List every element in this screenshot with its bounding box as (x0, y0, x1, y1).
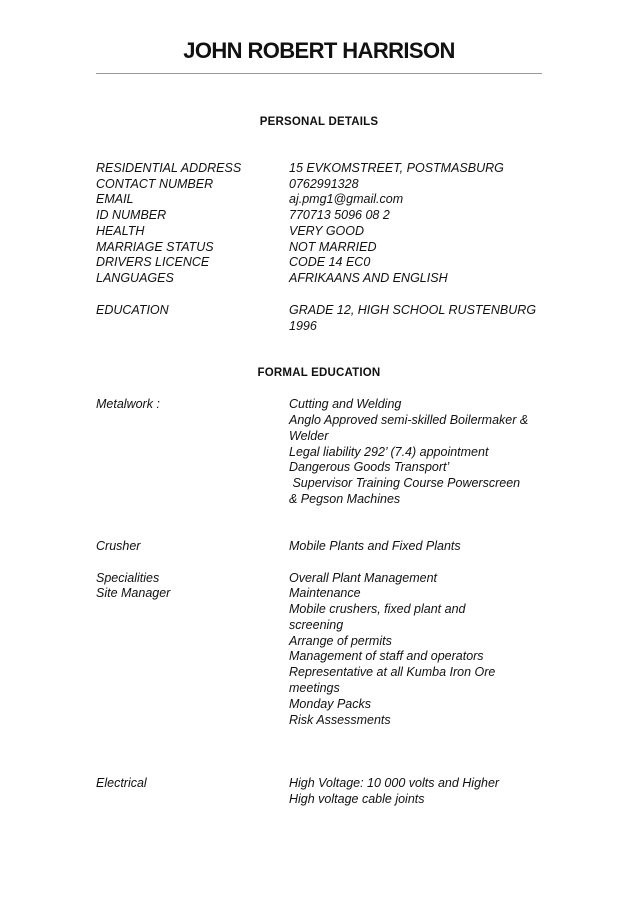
metalwork-line: Dangerous Goods Transport’ (289, 460, 450, 474)
contact-number-value: 0762991328 (289, 177, 359, 191)
health-value: VERY GOOD (289, 224, 365, 238)
specialities-line: Overall Plant Management (289, 571, 437, 585)
site-manager-line: Risk Assessments (289, 713, 391, 727)
residential-address-value: 15 EVKOMSTREET, POSTMASBURG (289, 161, 504, 175)
site-manager-line: Representative at all Kumba Iron Ore (289, 665, 496, 679)
languages-label: LANGUAGES (96, 271, 174, 285)
site-manager-line: Management of staff and operators (289, 649, 484, 663)
metalwork-line: Supervisor Training Course Powerscreen (289, 476, 521, 490)
contact-number-label: CONTACT NUMBER (96, 177, 214, 191)
electrical-label: Electrical (96, 776, 147, 790)
drivers-licence-value: CODE 14 EC0 (289, 255, 371, 269)
personal-details-heading: PERSONAL DETAILS (259, 116, 379, 128)
site-manager-label: Site Manager (96, 586, 171, 600)
marriage-status-value: NOT MARRIED (289, 240, 377, 254)
id-number-label: ID NUMBER (96, 208, 167, 222)
residential-address-label: RESIDENTIAL ADDRESS (96, 161, 242, 175)
education-value-line: 1996 (289, 319, 317, 333)
education-label: EDUCATION (96, 303, 169, 317)
metalwork-line: Legal liability 292’ (7.4) appointment (289, 445, 489, 459)
electrical-line: High Voltage: 10 000 volts and Higher (289, 776, 500, 790)
crusher-label: Crusher (96, 539, 141, 553)
specialities-label: Specialities (96, 571, 160, 585)
drivers-licence-label: DRIVERS LICENCE (96, 255, 210, 269)
metalwork-line: & Pegson Machines (289, 492, 401, 506)
electrical-line: High voltage cable joints (289, 792, 425, 806)
marriage-status-label: MARRIAGE STATUS (96, 240, 214, 254)
title-divider (96, 73, 542, 74)
crusher-line: Mobile Plants and Fixed Plants (289, 539, 461, 553)
email-label: EMAIL (96, 192, 134, 206)
languages-value: AFRIKAANS AND ENGLISH (289, 271, 448, 285)
id-number-value: 770713 5096 08 2 (289, 208, 390, 222)
site-manager-line: Maintenance (289, 586, 361, 600)
site-manager-line: Monday Packs (289, 697, 371, 711)
metalwork-line: Anglo Approved semi-skilled Boilermaker & (289, 413, 529, 427)
resume-name: JOHN ROBERT HARRISON (183, 38, 455, 63)
health-label: HEALTH (96, 224, 145, 238)
email-value: aj.pmg1@gmail.com (289, 192, 404, 206)
metalwork-label: Metalwork : (96, 397, 160, 411)
metalwork-line: Cutting and Welding (289, 397, 402, 411)
site-manager-line: Mobile crushers, fixed plant and (289, 602, 466, 616)
metalwork-line: Welder (289, 429, 329, 443)
site-manager-line: Arrange of permits (289, 634, 392, 648)
education-value-line: GRADE 12, HIGH SCHOOL RUSTENBURG (289, 303, 537, 317)
site-manager-line: meetings (289, 681, 340, 695)
formal-education-heading: FORMAL EDUCATION (257, 367, 381, 379)
site-manager-line: screening (289, 618, 344, 632)
